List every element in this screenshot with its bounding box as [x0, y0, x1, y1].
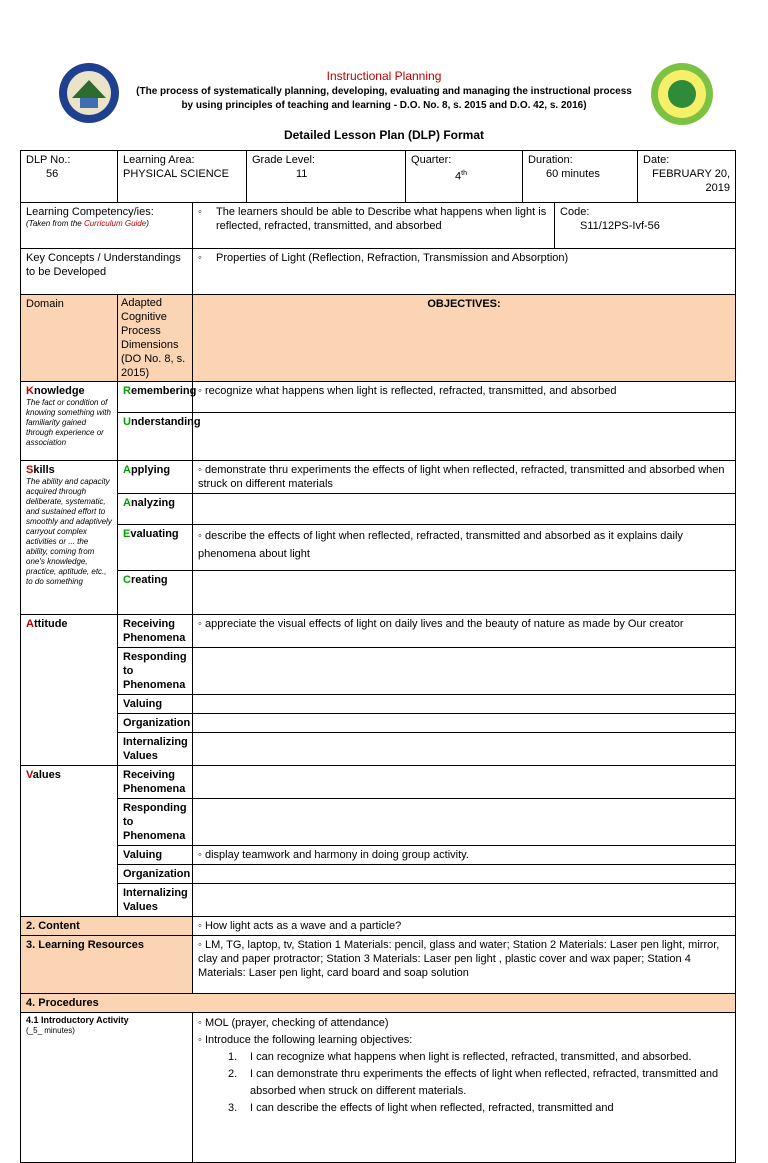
note-suffix: ) — [146, 219, 149, 228]
level-internalizing-values: Internalizing Values — [118, 884, 193, 917]
process-line-2: Dimensions — [121, 339, 179, 351]
attitude-initial: A — [26, 618, 34, 630]
quarter-number: 4 — [455, 170, 462, 183]
introductory-activity-content — [193, 1013, 736, 1163]
skills-description: The ability and capacity acquired through deliberate, systematic, and sustained effort to smoothly and adaptively carryout complex activities or ... the ability, coming from one's knowledge, practice, aptitude, etc., to do something — [26, 477, 112, 586]
level-organization: Organization — [118, 714, 193, 733]
level-responding-phenomena: Responding to Phenomena — [118, 799, 193, 846]
quarter-suffix: th — [461, 170, 467, 177]
objective-attitude-valuing — [193, 695, 736, 714]
level-valuing: Valuing — [118, 695, 193, 714]
level-remembering — [118, 382, 197, 413]
subtitle-line-1: (The process of systematically planning, developing, evaluating and managing the instructional process — [136, 86, 632, 97]
procedures-label: 4. Procedures — [21, 994, 736, 1013]
skills-rest: kills — [33, 464, 55, 476]
objective-understanding — [193, 413, 736, 461]
level-internalizing-values: Internalizing Values — [118, 733, 193, 766]
objective-values-receiving — [193, 766, 736, 799]
objective-creating — [193, 571, 736, 615]
level-receiving-phenomena: Receiving Phenomena — [118, 766, 193, 799]
objective-list-item — [198, 1100, 730, 1117]
objective-number: 3. — [228, 1102, 238, 1114]
skills-row-2 — [21, 494, 736, 525]
level-analyzing — [118, 494, 193, 525]
objectives-header: OBJECTIVES: — [193, 295, 736, 382]
level-rest: nalyzing — [130, 497, 175, 509]
values-row-5 — [21, 884, 736, 917]
level-rest: valuating — [130, 528, 179, 540]
knowledge-row-1 — [21, 382, 736, 413]
attitude-row-1 — [21, 615, 736, 648]
objective-applying: ◦ demonstrate thru experiments the effects of light when reflected, refracted, transmitted and absorbed when struck on different materials — [193, 461, 736, 494]
resources-label: 3. Learning Resources — [21, 936, 193, 994]
skills-domain-cell — [21, 461, 118, 615]
objective-remembering: ◦ recognize what happens when light is reflected, refracted, transmitted, and absorbed — [193, 382, 736, 413]
info-row — [21, 151, 736, 203]
duration-cell — [523, 151, 638, 203]
values-row-4 — [21, 865, 736, 884]
values-domain-cell — [21, 766, 118, 917]
level-applying — [118, 461, 193, 494]
level-valuing: Valuing — [118, 846, 193, 865]
key-concepts-cell — [193, 249, 736, 295]
values-row-1 — [21, 766, 736, 799]
level-initial: C — [123, 574, 131, 586]
date-label: Date: — [643, 154, 670, 166]
key-concepts-row — [21, 249, 736, 295]
skills-row-1 — [21, 461, 736, 494]
procedures-row — [21, 994, 736, 1013]
page-header-subtitle — [100, 85, 668, 113]
competency-label: Learning Competency/ies: — [26, 206, 154, 218]
level-evaluating — [118, 525, 193, 571]
domain-header-row — [21, 295, 736, 382]
content-text: ◦ How light acts as a wave and a particle? — [193, 917, 736, 936]
objective-evaluating: ◦ describe the effects of light when reflected, refracted, transmitted and absorbed as it explains daily phenomena about light — [193, 525, 736, 571]
note-prefix: (Taken from the — [26, 219, 84, 228]
knowledge-row-2 — [21, 413, 736, 461]
level-rest: emembering — [130, 385, 197, 397]
level-organization: Organization — [118, 865, 193, 884]
knowledge-domain-cell — [21, 382, 118, 461]
level-initial: E — [123, 528, 131, 540]
date-cell — [638, 151, 736, 203]
objective-analyzing — [193, 494, 736, 525]
objective-text: I can demonstrate thru experiments the effects of light when reflected, refracted, transmitted and absorbed when struck on different materials. — [250, 1068, 719, 1097]
objective-attitude-responding — [193, 648, 736, 695]
resources-row — [21, 936, 736, 994]
objective-values-responding — [193, 799, 736, 846]
procedure-item: ◦ Introduce the following learning objectives: — [198, 1034, 413, 1046]
competency-label-cell — [21, 203, 193, 249]
objective-values-internalizing — [193, 884, 736, 917]
process-dimensions-header — [118, 295, 193, 382]
knowledge-rest: nowledge — [33, 385, 85, 397]
learning-area-label: Learning Area: — [123, 154, 195, 166]
values-initial: V — [26, 769, 33, 781]
learning-area-value: PHYSICAL SCIENCE — [123, 168, 229, 180]
competency-row — [21, 203, 736, 249]
bullet: ◦ — [198, 206, 202, 218]
attitude-row-4 — [21, 714, 736, 733]
knowledge-initial: K — [26, 385, 34, 397]
objective-values-organization — [193, 865, 736, 884]
level-responding-phenomena: Responding to Phenomena — [118, 648, 193, 695]
level-initial: R — [123, 385, 131, 397]
document-title: Detailed Lesson Plan (DLP) Format — [283, 128, 485, 142]
dlp-no-value: 56 — [46, 168, 59, 180]
skills-row-3 — [21, 525, 736, 571]
values-row-3 — [21, 846, 736, 865]
knowledge-title — [26, 384, 112, 398]
skills-row-4 — [21, 571, 736, 615]
key-concepts-text — [198, 251, 730, 265]
skills-title — [26, 463, 112, 477]
grade-level-value: 11 — [296, 168, 308, 180]
dlp-table — [20, 150, 736, 1163]
process-line-1: Adapted Cognitive Process — [121, 297, 167, 337]
quarter-value — [411, 167, 517, 184]
objective-text: I can describe the effects of light when reflected, refracted, transmitted and — [250, 1102, 614, 1114]
level-initial: U — [123, 416, 131, 428]
level-creating — [118, 571, 193, 615]
dlp-no-cell — [21, 151, 118, 203]
knowledge-description: The fact or condition of knowing something with familiarity gained through experience or association — [26, 398, 111, 447]
attitude-title — [26, 617, 112, 631]
level-initial: A — [123, 497, 131, 509]
domain-header: Domain — [21, 295, 118, 382]
objective-list-item — [198, 1066, 730, 1100]
objective-attitude-organization — [193, 714, 736, 733]
introductory-activity-cell — [21, 1013, 193, 1163]
page-header-title: Instructional Planning — [326, 69, 442, 83]
curriculum-guide-link: Curriculum Guide — [83, 219, 147, 228]
values-title — [26, 768, 112, 782]
introductory-activity-label: 4.1 Introductory Activity — [26, 1015, 129, 1025]
code-cell — [555, 203, 736, 249]
grade-level-label: Grade Level: — [252, 154, 315, 166]
dlp-no-label: DLP No.: — [26, 154, 71, 166]
content-row — [21, 917, 736, 936]
level-initial: A — [123, 464, 131, 476]
code-value: S11/12PS-Ivf-56 — [580, 220, 660, 232]
quarter-cell — [406, 151, 523, 203]
objective-text: I can recognize what happens when light is reflected, refracted, transmitted, and absorbed. — [250, 1051, 692, 1063]
level-receiving-phenomena: Receiving Phenomena — [118, 615, 193, 648]
level-rest: reating — [130, 574, 168, 586]
duration-value: 60 minutes — [546, 168, 600, 180]
values-rest: alues — [32, 769, 61, 781]
skills-initial: S — [26, 464, 34, 476]
objective-list-item — [198, 1049, 730, 1066]
attitude-row-3 — [21, 695, 736, 714]
procedure-item: ◦ MOL (prayer, checking of attendance) — [198, 1017, 389, 1029]
level-rest: nderstanding — [130, 416, 201, 428]
grade-level-cell — [247, 151, 406, 203]
introductory-activity-row — [21, 1013, 736, 1163]
learning-area-cell — [118, 151, 247, 203]
key-concepts-label: Key Concepts / Understandings to be Developed — [21, 249, 193, 295]
bullet: ◦ — [198, 252, 202, 264]
level-understanding — [118, 413, 201, 461]
competency-note — [26, 219, 187, 229]
level-rest: pplying — [130, 464, 171, 476]
competency-text — [198, 205, 549, 233]
competency-description: The learners should be able to Describe what happens when light is reflected, refracted, transmitted, and absorbed — [216, 206, 547, 232]
subtitle-line-2: by using principles of teaching and learning - D.O. No. 8, s. 2015 and D.O. 42, s. 2016) — [181, 100, 587, 111]
objective-values-valuing: ◦ display teamwork and harmony in doing group activity. — [193, 846, 736, 865]
introductory-activity-minutes: (_5_ minutes) — [26, 1026, 75, 1035]
objective-number: 2. — [228, 1068, 238, 1080]
resources-text: ◦ LM, TG, laptop, tv, Station 1 Materials: pencil, glass and water; Station 2 Materials: Laser pen light, mirror, clay and paper protractor; Station 3 Materials: Laser pen light , plastic cover and wax paper; Station 4 Materials: Laser pen light, card board and soap solution — [193, 936, 736, 994]
content-label: 2. Content — [21, 917, 193, 936]
quarter-label: Quarter: — [411, 154, 452, 166]
code-label: Code: — [560, 206, 590, 218]
competency-text-cell — [193, 203, 555, 249]
attitude-row-5 — [21, 733, 736, 766]
duration-label: Duration: — [528, 154, 573, 166]
objective-attitude-receiving: ◦ appreciate the visual effects of light on daily lives and the beauty of nature as made by Our creator — [193, 615, 736, 648]
objective-attitude-internalizing — [193, 733, 736, 766]
process-line-3: (DO No. 8, s. 2015) — [121, 353, 186, 379]
key-concepts-description: Properties of Light (Reflection, Refraction, Transmission and Absorption) — [216, 252, 569, 264]
objective-number: 1. — [228, 1051, 238, 1063]
attitude-row-2 — [21, 648, 736, 695]
values-row-2 — [21, 799, 736, 846]
attitude-rest: ttitude — [33, 618, 68, 630]
date-value: FEBRUARY 20, 2019 — [652, 168, 731, 194]
attitude-domain-cell — [21, 615, 118, 766]
